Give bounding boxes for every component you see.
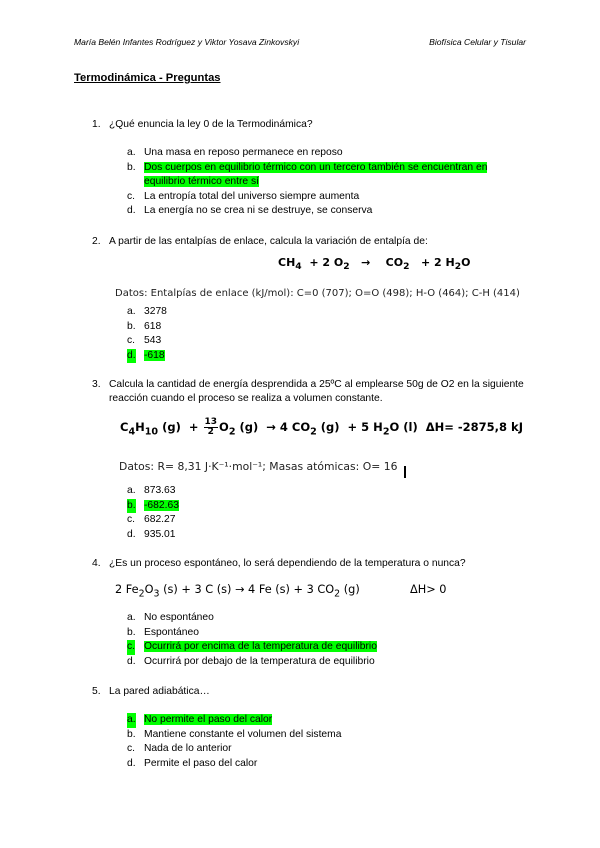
option-text: Mantiene constante el volumen del sistema (144, 728, 342, 740)
option-text-highlighted: Dos cuerpos en equilibrio térmico con un tercero también se encuentran en equilibrio térmico entre sí (144, 161, 488, 187)
option-text: 873.63 (144, 485, 176, 496)
options-q2 (127, 305, 522, 363)
question-text: ¿Es un proceso espontáneo, lo será dependiendo de la temperatura o nunca? (109, 558, 466, 569)
header-course: Biofísica Celular y Tisular (429, 37, 526, 47)
option-c-correct: c. Ocurrirá por encima de la temperatura de equilibrio (127, 640, 522, 655)
option-text-highlighted: -618 (144, 349, 165, 361)
option-c: c. 682.27 (127, 514, 176, 525)
option-text: 682.27 (144, 514, 176, 525)
option-text: Permite el paso del calor (144, 757, 258, 769)
header-authors: María Belén Infantes Rodríguez y Viktor Yosava Zinkovskyi (74, 37, 300, 47)
option-text: No espontáneo (144, 612, 214, 623)
option-text: La entropía total del universo siempre aumenta (144, 190, 360, 202)
question-text: Calcula la cantidad de energía desprendida a 25ºC al emplearse 50g de O2 en la siguiente reacción cuando el proceso se realiza a volumen constante. (109, 379, 524, 404)
option-text: Nada de lo anterior (144, 743, 232, 754)
option-text: 3278 (144, 306, 167, 317)
question-1 (92, 118, 532, 132)
option-c: c. 543 (127, 335, 162, 346)
question-text: La pared adiabática… (109, 686, 210, 697)
option-text: 618 (144, 320, 162, 332)
option-text-highlighted: -682.63 (144, 499, 179, 511)
question-number: 2. (92, 236, 101, 247)
option-a-correct: a. No permite el paso del calor (127, 713, 522, 728)
text-cursor (404, 466, 406, 478)
option-text-highlighted: Ocurrirá por encima de la temperatura de equilibrio (144, 641, 377, 652)
option-b: b. Mantiene constante el volumen del sistema (127, 728, 342, 740)
question-text: ¿Qué enuncia la ley 0 de la Termodinámica? (109, 119, 313, 130)
option-b-correct: b. Dos cuerpos en equilibrio térmico con un tercero también se encuentran en equilibrio térmico entre sí (127, 161, 488, 187)
option-a: a. No espontáneo (127, 612, 214, 623)
question-number: 4. (92, 558, 101, 569)
delta-h-q4: ΔH> 0 (410, 583, 447, 596)
option-d: d. Ocurrirá por debajo de la temperatura de equilibrio (127, 655, 375, 667)
datos-q3: Datos: R= 8,31 J·K⁻¹·mol⁻¹; Masas atómicas: O= 16 (119, 460, 398, 473)
datos-q2: Datos: Entalpías de enlace (kJ/mol): C=0 (707); O=O (498); H-O (464); C-H (414) (115, 288, 520, 299)
option-b: b. 618 (127, 320, 162, 332)
option-d: d. 935.01 (127, 528, 176, 540)
option-text: Espontáneo (144, 626, 199, 638)
option-c: c. Nada de lo anterior (127, 743, 232, 754)
option-a: a. 873.63 (127, 485, 176, 496)
question-number: 5. (92, 686, 101, 697)
equation-q2: $CH_4 + 2$ $O_2$ → $CO_2$ + 2 $H_2O$ (278, 256, 471, 273)
question-5 (92, 685, 532, 699)
option-c: c. La entropía total del universo siempre aumenta (127, 190, 360, 202)
equation-q4: 2 $Fe_2O_3$ (s) + 3 C (s) → 4 Fe (s) + 3 $CO_2$ (g) (115, 583, 360, 600)
question-number: 1. (92, 119, 101, 130)
options-q4 (127, 611, 522, 669)
option-d: d. Permite el paso del calor (127, 757, 258, 769)
option-text: 935.01 (144, 528, 176, 540)
option-text: La energía no se crea ni se destruye, se conserva (144, 205, 373, 216)
option-text: Una masa en reposo permanece en reposo (144, 147, 343, 158)
option-d: d. La energía no se crea ni se destruye, se conserva (127, 205, 373, 216)
question-number: 3. (92, 379, 101, 390)
equation-q3: $C_4H_{10}$ (g) + $\frac{13}{2}$ $O_2$ (g) → 4 $CO_2$ (g) + 5 $H_2O$ (l) ΔH= -2875,8 kJ (120, 417, 523, 438)
option-text-highlighted: No permite el paso del calor (144, 714, 273, 725)
option-d-correct: d. -618 (127, 349, 522, 364)
fraction-13-2: $\frac{13}{2}$ (204, 417, 218, 437)
options-q5 (127, 713, 522, 771)
option-b-correct: b. -682.63 (127, 499, 522, 514)
question-2 (92, 235, 532, 249)
options-q3 (127, 484, 522, 542)
options-q1 (127, 146, 522, 219)
question-4 (92, 557, 532, 571)
option-b: b. Espontáneo (127, 626, 199, 638)
option-text: Ocurrirá por debajo de la temperatura de equilibrio (144, 655, 375, 667)
question-3 (92, 378, 532, 406)
option-text: 543 (144, 335, 162, 346)
option-a: a. Una masa en reposo permanece en reposo (127, 147, 343, 158)
option-a: a. 3278 (127, 306, 167, 317)
question-text: A partir de las entalpías de enlace, calcula la variación de entalpía de: (109, 236, 428, 247)
document-title: Termodinámica - Preguntas (74, 72, 221, 84)
